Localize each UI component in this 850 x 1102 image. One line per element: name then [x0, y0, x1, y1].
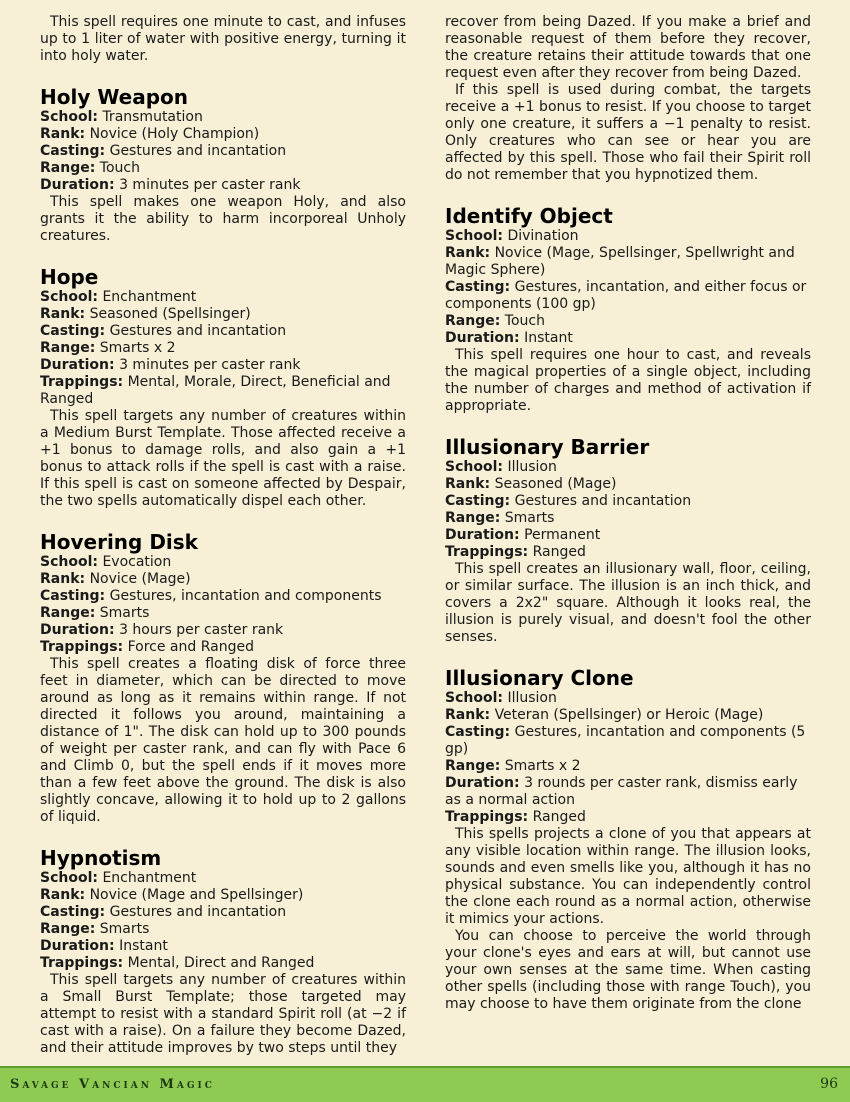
field-label: Casting:	[445, 493, 511, 509]
field-label: Duration:	[40, 938, 115, 954]
spell-field	[40, 639, 406, 656]
field-label: Duration:	[445, 527, 520, 543]
field-label: Casting:	[40, 323, 106, 339]
continued-paragraph: recover from being Dazed. If you make a brief and reasonable request of them before they recover, the creature retains their attitude towards that one request even after they recover from being Dazed.	[445, 14, 811, 81]
spell-field	[445, 245, 811, 279]
field-label: Trappings:	[40, 374, 124, 390]
field-value: Illusion	[507, 690, 557, 706]
field-label: Trappings:	[40, 639, 124, 655]
spell-field	[40, 955, 406, 972]
right-spell-list	[445, 204, 811, 1013]
field-label: Casting:	[40, 904, 106, 920]
field-value: Novice (Holy Champion)	[89, 126, 260, 142]
spell-field	[445, 493, 811, 510]
field-label: Rank:	[445, 245, 491, 261]
spell-field	[40, 605, 406, 622]
spell-field	[445, 809, 811, 826]
field-value: Mental, Morale, Direct, Beneficial and Ranged	[40, 374, 391, 407]
spell-field	[40, 938, 406, 955]
spell-field	[40, 109, 406, 126]
field-value: Evocation	[102, 554, 172, 570]
spell-description: This spell requires one hour to cast, and reveals the magical properties of a single object, including the number of charges and method of activation if appropriate.	[445, 347, 811, 414]
spell-field	[40, 870, 406, 887]
spell-entry-hovering-disk	[40, 530, 406, 826]
field-value: Enchantment	[102, 870, 197, 886]
spell-field	[445, 330, 811, 347]
field-label: Duration:	[40, 177, 115, 193]
spell-field	[40, 887, 406, 904]
spell-description: This spell makes one weapon Holy, and also grants it the ability to harm incorporeal Unholy creatures.	[40, 194, 406, 244]
spell-description: This spell targets any number of creatures within a Small Burst Template; those targeted may attempt to resist with a standard Spirit roll (at −2 if cast with a raise). On a failure they become Dazed, and their attitude improves by two steps until they	[40, 972, 406, 1056]
field-label: School:	[40, 109, 98, 125]
spell-title: Illusionary Clone	[445, 666, 634, 690]
field-value: Gestures, incantation and components	[109, 588, 382, 604]
spell-description: You can choose to perceive the world through your clone's eyes and ears at will, but cannot use your own senses at the same time. When casting other spells (including those with range Touch), you may choose to have them originate from the clone	[445, 928, 811, 1012]
spell-field	[445, 527, 811, 544]
field-label: Duration:	[445, 330, 520, 346]
spell-description: This spells projects a clone of you that appears at any visible location within range. The illusion looks, sounds and even smells like you, although it has no physical substance. You can independently control the clone each round as a normal action, otherwise it mimics your actions.	[445, 826, 811, 927]
spell-entry-illusionary-clone	[445, 666, 811, 1013]
spell-entry-holy-weapon	[40, 85, 406, 245]
field-label: Rank:	[40, 306, 86, 322]
spell-field	[40, 374, 406, 408]
spell-field	[40, 323, 406, 340]
field-label: Rank:	[445, 476, 491, 492]
field-value: Gestures and incantation	[109, 143, 287, 159]
field-value: Veteran (Spellsinger) or Heroic (Mage)	[494, 707, 764, 723]
field-value: Gestures, incantation and components (5 gp)	[445, 724, 806, 757]
field-label: Trappings:	[445, 809, 529, 825]
field-label: Range:	[40, 160, 96, 176]
spell-field	[40, 904, 406, 921]
hypnotism-continued	[445, 14, 811, 184]
field-label: Duration:	[40, 357, 115, 373]
spell-title: Hope	[40, 265, 99, 289]
spell-field	[40, 289, 406, 306]
spell-field	[40, 177, 406, 194]
spell-field	[445, 476, 811, 493]
spell-field	[40, 357, 406, 374]
spell-field	[445, 510, 811, 527]
field-value: Smarts x 2	[99, 340, 176, 356]
field-label: Trappings:	[445, 544, 529, 560]
spell-field	[40, 571, 406, 588]
field-label: Trappings:	[40, 955, 124, 971]
spell-field	[40, 554, 406, 571]
field-value: Smarts	[99, 605, 150, 621]
spell-entry-hope	[40, 265, 406, 510]
field-label: Duration:	[40, 622, 115, 638]
field-value: 3 hours per caster rank	[119, 622, 284, 638]
spell-title: Hypnotism	[40, 846, 162, 870]
field-value: 3 minutes per caster rank	[119, 177, 301, 193]
field-label: Rank:	[40, 571, 86, 587]
spell-field	[445, 758, 811, 775]
field-value: Gestures and incantation	[109, 323, 287, 339]
field-value: 3 rounds per caster rank, dismiss early as a normal action	[445, 775, 798, 808]
spell-field	[40, 588, 406, 605]
spell-title: Identify Object	[445, 204, 613, 228]
field-label: School:	[40, 289, 98, 305]
left-spell-list	[40, 85, 406, 1057]
field-value: Divination	[507, 228, 579, 244]
book-title: Savage Vancian Magic	[10, 1077, 215, 1092]
field-value: Force and Ranged	[127, 639, 254, 655]
spell-description: This spell creates a floating disk of force three feet in diameter, which can be directed to move around as long as it remains within range. If not directed it follows you around, maintaining a distance of 1". The disk can hold up to 300 pounds of weight per caster rank, and can fly with Pace 6 and Climb 0, but the spell ends if it moves more than a few feet above the ground. The disk is also slightly concave, allowing it to hold up to 2 gallons of liquid.	[40, 656, 406, 825]
field-label: Range:	[40, 340, 96, 356]
field-value: Mental, Direct and Ranged	[127, 955, 315, 971]
page-footer	[0, 1066, 850, 1102]
field-value: 3 minutes per caster rank	[119, 357, 301, 373]
spell-description: This spell creates an illusionary wall, floor, ceiling, or similar surface. The illusion is an inch thick, and covers a 2x2" square. Although it looks real, the illusion is purely visual, and doesn't fool the other senses.	[445, 561, 811, 645]
field-label: Range:	[40, 921, 96, 937]
field-value: Seasoned (Mage)	[494, 476, 617, 492]
field-value: Gestures and incantation	[109, 904, 287, 920]
field-value: Touch	[504, 313, 545, 329]
field-label: Casting:	[445, 724, 511, 740]
field-label: Rank:	[445, 707, 491, 723]
field-value: Smarts x 2	[504, 758, 581, 774]
spell-field	[40, 921, 406, 938]
field-value: Ranged	[532, 544, 586, 560]
field-value: Instant	[119, 938, 168, 954]
field-label: Rank:	[40, 887, 86, 903]
field-value: Gestures and incantation	[514, 493, 692, 509]
field-value: Smarts	[99, 921, 150, 937]
spell-field	[445, 690, 811, 707]
spell-entry-hypnotism	[40, 846, 406, 1057]
spell-field	[445, 775, 811, 809]
field-value: Novice (Mage)	[89, 571, 191, 587]
spell-field	[445, 313, 811, 330]
field-value: Transmutation	[102, 109, 203, 125]
spell-entry-illusionary-barrier	[445, 435, 811, 646]
spell-field	[40, 126, 406, 143]
page-number: 96	[820, 1076, 838, 1092]
spell-title: Hovering Disk	[40, 530, 198, 554]
field-label: School:	[40, 870, 98, 886]
field-value: Permanent	[524, 527, 601, 543]
spell-field	[40, 143, 406, 160]
spell-field	[445, 707, 811, 724]
field-label: Range:	[445, 758, 501, 774]
field-label: Range:	[445, 313, 501, 329]
spell-field	[445, 228, 811, 245]
field-value: Gestures, incantation, and either focus or components (100 gp)	[445, 279, 807, 312]
spell-field	[445, 459, 811, 476]
spell-field	[40, 306, 406, 323]
field-label: School:	[445, 228, 503, 244]
field-value: Smarts	[504, 510, 555, 526]
spell-field	[445, 279, 811, 313]
right-column	[445, 14, 811, 1013]
intro-paragraph: This spell requires one minute to cast, and infuses up to 1 liter of water with positive energy, turning it into holy water.	[40, 14, 406, 64]
field-value: Novice (Mage and Spellsinger)	[89, 887, 304, 903]
spell-title: Illusionary Barrier	[445, 435, 650, 459]
field-value: Ranged	[532, 809, 586, 825]
field-value: Novice (Mage, Spellsinger, Spellwright and Magic Sphere)	[445, 245, 795, 278]
left-column	[40, 14, 406, 1057]
field-label: Range:	[445, 510, 501, 526]
spell-field	[40, 340, 406, 357]
field-label: Duration:	[445, 775, 520, 791]
field-value: Enchantment	[102, 289, 197, 305]
field-value: Touch	[99, 160, 140, 176]
field-label: Casting:	[445, 279, 511, 295]
spell-description: This spell targets any number of creatures within a Medium Burst Template. Those affected receive a +1 bonus to damage rolls, and also gain a +1 bonus to attack rolls if the spell is cast with a raise. If this spell is cast on someone affected by Despair, the two spells automatically dispel each other.	[40, 408, 406, 509]
field-label: Range:	[40, 605, 96, 621]
spell-field	[40, 622, 406, 639]
field-label: Casting:	[40, 588, 106, 604]
field-value: Illusion	[507, 459, 557, 475]
spell-field	[445, 724, 811, 758]
field-label: School:	[445, 459, 503, 475]
field-label: School:	[40, 554, 98, 570]
field-label: School:	[445, 690, 503, 706]
continued-paragraph: If this spell is used during combat, the targets receive a +1 bonus to resist. If you choose to target only one creature, it suffers a −1 penalty to resist. Only creatures who can see or hear you are affected by this spell. Those who fail their Spirit roll do not remember that you hypnotized them.	[445, 82, 811, 183]
spell-field	[445, 544, 811, 561]
field-label: Casting:	[40, 143, 106, 159]
spell-field	[40, 160, 406, 177]
field-value: Seasoned (Spellsinger)	[89, 306, 251, 322]
field-value: Instant	[524, 330, 573, 346]
spell-title: Holy Weapon	[40, 85, 189, 109]
field-label: Rank:	[40, 126, 86, 142]
spell-entry-identify-object	[445, 204, 811, 415]
